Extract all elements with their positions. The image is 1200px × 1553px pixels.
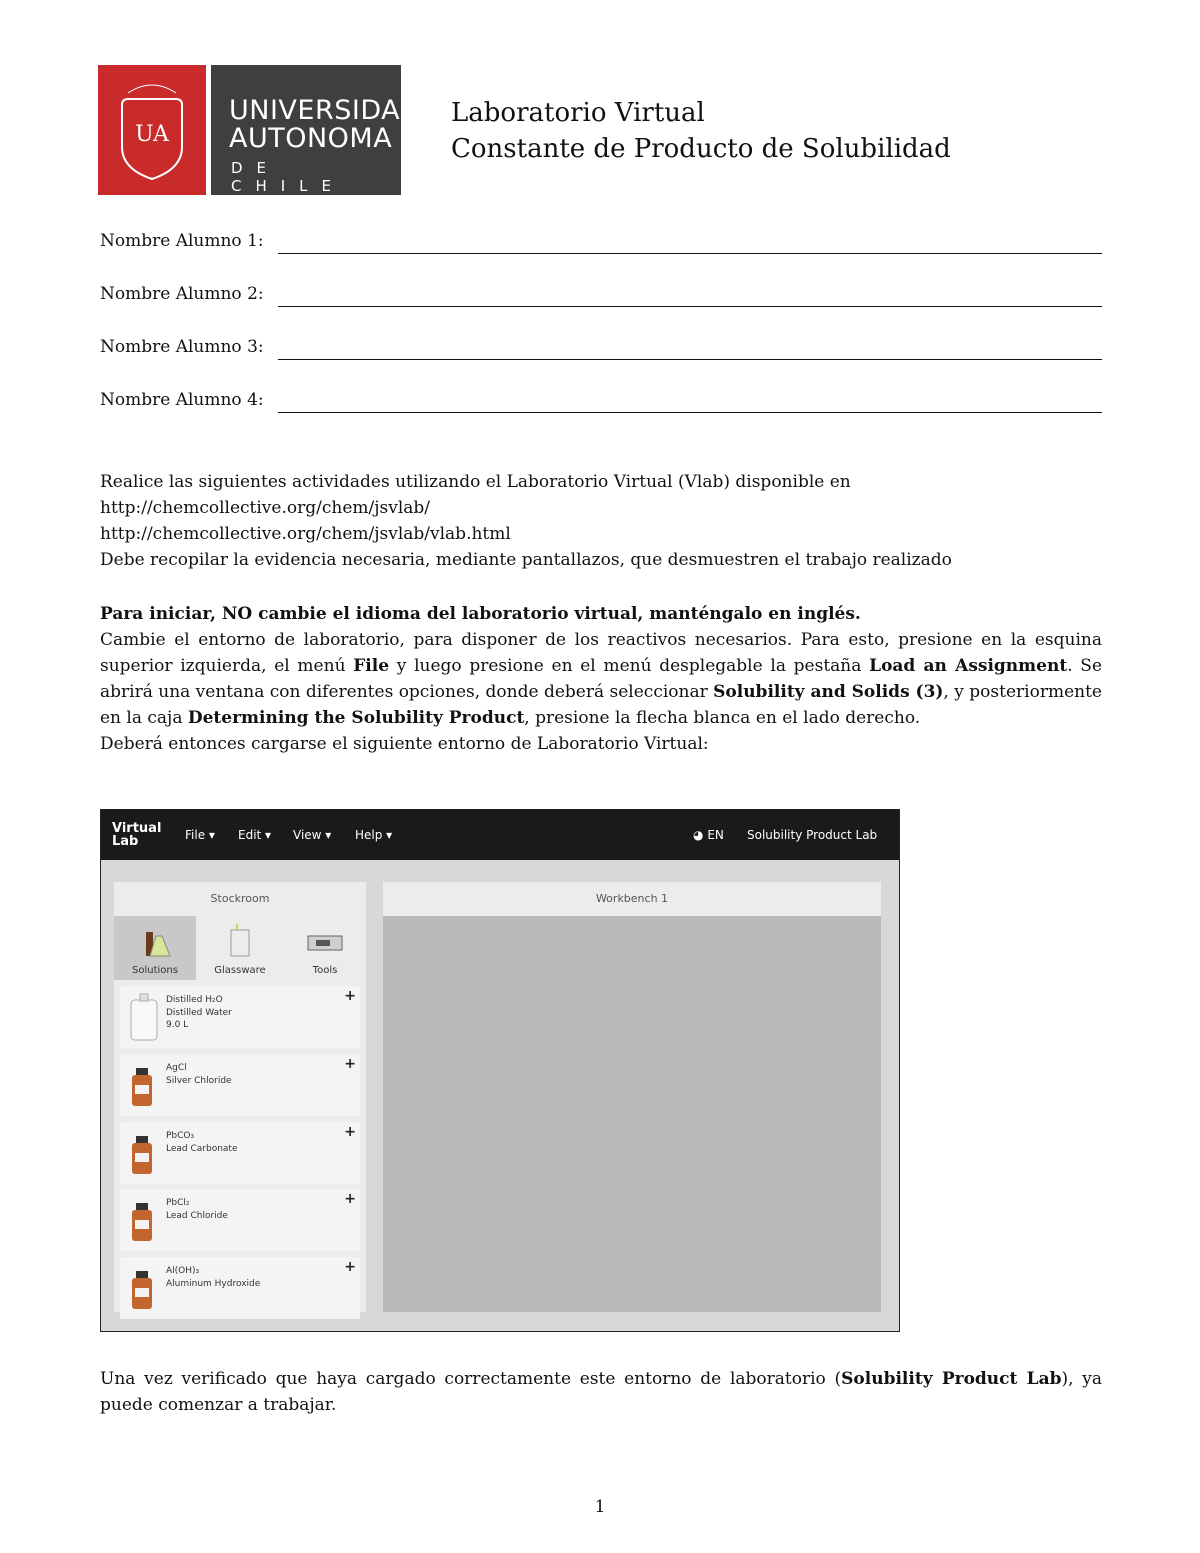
solubility-solids-ref: Solubility and Solids (3) bbox=[713, 682, 944, 702]
text-run: . Se abrirá una ventana con diferentes opciones, donde deberá seleccionar bbox=[100, 656, 1103, 702]
instructions-heading: Para iniciar, NO cambie el idioma del laboratorio virtual, manténgalo en inglés. bbox=[100, 604, 861, 624]
language-label: EN bbox=[707, 828, 724, 842]
student-name-label: Nombre Alumno 2: bbox=[100, 284, 264, 304]
text-run: Una vez verificado que haya cargado correctamente este entorno de laboratorio ( bbox=[100, 1369, 842, 1389]
item-formula: Distilled H₂O bbox=[166, 995, 223, 1005]
water-jug-icon bbox=[128, 992, 160, 1042]
menu-file-ref: File bbox=[353, 656, 390, 676]
student-name-line[interactable] bbox=[278, 253, 1102, 254]
vlab-navbar bbox=[101, 810, 899, 860]
shield-icon bbox=[98, 65, 206, 195]
add-button[interactable]: + bbox=[344, 1056, 356, 1072]
tab-tools[interactable] bbox=[284, 916, 366, 980]
url-link-2[interactable]: http://chemcollective.org/chem/jsvlab/vlab.html bbox=[100, 524, 511, 544]
reagent-bottle-icon bbox=[132, 1136, 152, 1174]
text-run: ), ya puede comenzar a trabajar. bbox=[100, 1369, 1102, 1415]
tab-glassware[interactable] bbox=[199, 916, 281, 980]
item-volume: 9.0 L bbox=[166, 1020, 189, 1030]
reagent-bottle-icon bbox=[132, 1068, 152, 1106]
student-name-label: Nombre Alumno 4: bbox=[100, 390, 264, 410]
text-run: , presione la flecha blanca en el lado derecho. bbox=[524, 708, 921, 728]
student-name-row-4 bbox=[100, 390, 1102, 416]
language-selector[interactable] bbox=[693, 828, 724, 842]
add-button[interactable]: + bbox=[344, 988, 356, 1004]
text-run: y luego presione en el menú desplegable la pestaña bbox=[389, 656, 870, 676]
stock-item-aloh3[interactable] bbox=[120, 1257, 360, 1319]
wordmark-line2: AUTONOMA bbox=[229, 123, 393, 154]
item-name: Silver Chloride bbox=[166, 1076, 232, 1086]
workbench-title: Workbench 1 bbox=[595, 892, 669, 905]
student-name-line[interactable] bbox=[278, 306, 1102, 307]
flask-icon bbox=[138, 922, 172, 958]
stockroom-tabs bbox=[114, 916, 366, 980]
instructions-followup: Deberá entonces cargarse el siguiente entorno de Laboratorio Virtual: bbox=[100, 734, 709, 754]
student-name-row-2 bbox=[100, 284, 1102, 310]
stockroom-title: Stockroom bbox=[210, 892, 270, 905]
student-name-label: Nombre Alumno 1: bbox=[100, 231, 264, 251]
item-formula: AgCl bbox=[166, 1063, 187, 1073]
student-name-line[interactable] bbox=[278, 412, 1102, 413]
student-name-label: Nombre Alumno 3: bbox=[100, 337, 264, 357]
load-assignment-ref: Load an Assignment bbox=[869, 656, 1068, 676]
reagent-bottle-icon bbox=[132, 1203, 152, 1241]
menu-edit[interactable]: Edit ▾ bbox=[238, 828, 272, 842]
determining-ksp-ref: Determining the Solubility Product bbox=[187, 708, 525, 728]
vlab-logo bbox=[112, 822, 161, 848]
vlab-logo-line1: Virtual bbox=[112, 821, 162, 836]
lab-name: Solubility Product Lab bbox=[747, 828, 878, 842]
tab-solutions-label: Solutions bbox=[132, 965, 178, 976]
stock-item-water[interactable] bbox=[120, 986, 360, 1048]
url-link-1[interactable]: http://chemcollective.org/chem/jsvlab/ bbox=[100, 498, 431, 518]
wordmark-line1: UNIVERSIDAD bbox=[229, 95, 422, 126]
lab-name-ref: Solubility Product Lab bbox=[841, 1369, 1062, 1389]
menu-view[interactable]: View ▾ bbox=[293, 828, 332, 842]
workbench-panel bbox=[383, 882, 881, 1312]
stock-item-pbcl2[interactable] bbox=[120, 1189, 360, 1251]
beaker-icon bbox=[225, 922, 255, 958]
document-title bbox=[451, 95, 951, 167]
vlab-logo-line2: Lab bbox=[112, 834, 139, 849]
svg-text:UA: UA bbox=[135, 122, 169, 147]
tab-glassware-label: Glassware bbox=[214, 965, 266, 976]
reagent-bottle-icon bbox=[132, 1271, 152, 1309]
student-name-line[interactable] bbox=[278, 359, 1102, 360]
vlab-screenshot bbox=[100, 809, 900, 1332]
text-run: Cambie el entorno de laboratorio, para disponer de los reactivos necesarios. Para esto, presione en la esquina superior izquierda, el menú bbox=[100, 630, 1102, 676]
instructions-block bbox=[100, 601, 1102, 757]
stockroom-panel bbox=[114, 882, 366, 1312]
add-button[interactable]: + bbox=[344, 1191, 356, 1207]
globe-icon: ◕ bbox=[693, 828, 704, 842]
menu-help[interactable]: Help ▾ bbox=[355, 828, 393, 842]
page-number: 1 bbox=[594, 1497, 606, 1517]
instructions-paragraph bbox=[100, 627, 1102, 731]
evidence-note: Debe recopilar la evidencia necesaria, mediante pantallazos, que desmuestren el trabajo realizado bbox=[100, 550, 952, 570]
closing-paragraph bbox=[100, 1366, 1102, 1418]
university-seal bbox=[98, 65, 206, 195]
item-formula: PbCO₃ bbox=[166, 1131, 195, 1141]
wordmark-line3: DE CHILE bbox=[231, 159, 346, 195]
intro-block bbox=[100, 469, 1102, 573]
university-wordmark bbox=[211, 65, 422, 195]
stock-item-agcl[interactable] bbox=[120, 1054, 360, 1116]
tab-solutions[interactable] bbox=[114, 916, 196, 980]
closing-text bbox=[100, 1366, 1102, 1418]
text-run: , y posteriormente en la caja bbox=[100, 682, 1102, 728]
item-formula: PbCl₂ bbox=[166, 1198, 190, 1208]
item-name: Lead Carbonate bbox=[166, 1144, 238, 1154]
workbench-area[interactable] bbox=[383, 916, 881, 1312]
item-name: Aluminum Hydroxide bbox=[166, 1279, 261, 1289]
title-line2: Constante de Producto de Solubilidad bbox=[451, 134, 951, 164]
intro-line: Realice las siguientes actividades utilizando el Laboratorio Virtual (Vlab) disponible en bbox=[100, 472, 851, 492]
tab-tools-label: Tools bbox=[312, 965, 338, 976]
add-button[interactable]: + bbox=[344, 1259, 356, 1275]
menu-file[interactable]: File ▾ bbox=[185, 828, 215, 842]
title-line1: Laboratorio Virtual bbox=[451, 98, 705, 128]
item-name: Lead Chloride bbox=[166, 1211, 228, 1221]
item-formula: Al(OH)₃ bbox=[166, 1266, 200, 1276]
add-button[interactable]: + bbox=[344, 1124, 356, 1140]
student-name-row-1 bbox=[100, 231, 1102, 257]
student-name-row-3 bbox=[100, 337, 1102, 363]
item-name: Distilled Water bbox=[166, 1008, 232, 1018]
stock-item-pbco3[interactable] bbox=[120, 1122, 360, 1184]
scale-icon bbox=[306, 930, 344, 954]
